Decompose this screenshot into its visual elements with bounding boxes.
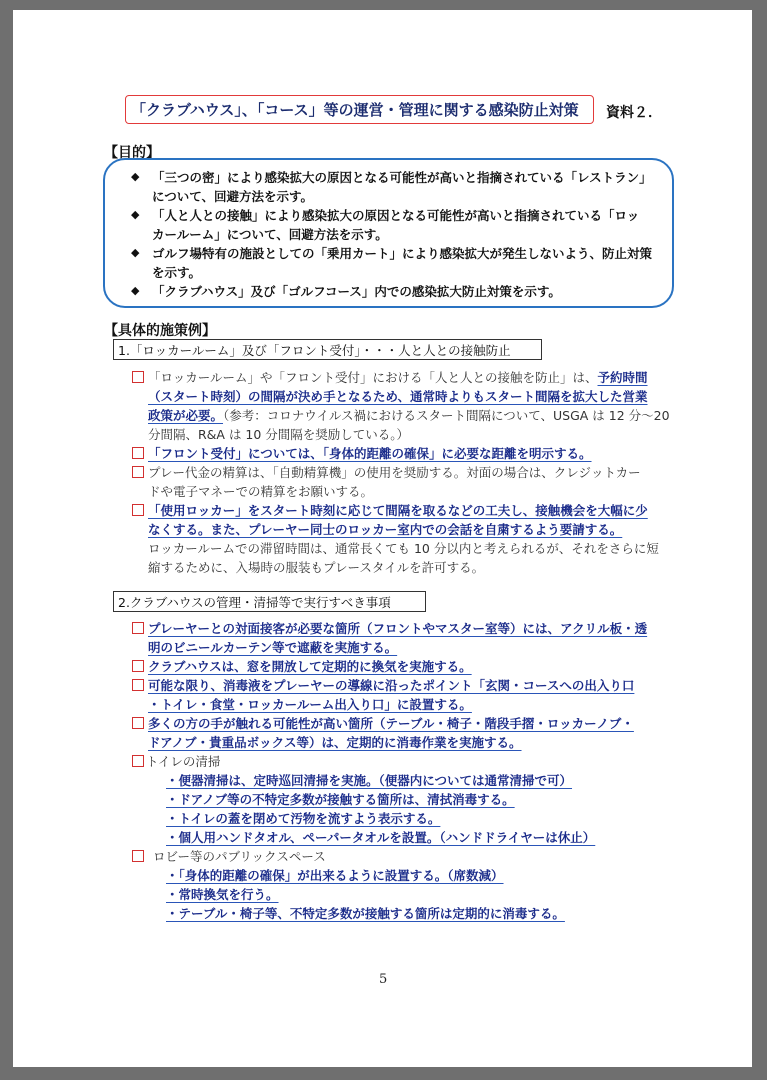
item-line: 分間隔、R&A は 10 分間隔を奨励している。） (148, 427, 410, 442)
purpose-line: を示す。 (152, 265, 202, 280)
bullet-diamond-icon: ◆ (131, 246, 140, 259)
checkbox-icon (132, 679, 144, 691)
checkbox-icon (132, 466, 144, 478)
bullet-diamond-icon: ◆ (131, 170, 140, 183)
item-line: ロビー等のパブリックスペース (153, 849, 326, 864)
page-number: 5 (379, 972, 388, 987)
document-title: 「クラブハウス」、「コース」等の運営・管理に関する感染防止対策 (131, 101, 579, 119)
document-page (13, 10, 752, 1067)
material-label: 資料２． (606, 105, 662, 121)
section1-heading: 1.「ロッカールーム」及び「フロント受付」・・・人と人との接触防止 (118, 343, 511, 358)
item-line: ロッカールームでの滞留時間は、通常長くても 10 分以内と考えられるが、それをさらに短 (148, 541, 659, 556)
checkbox-icon (132, 371, 144, 383)
item-line: ドや電子マネーでの精算をお願いする。 (148, 484, 374, 499)
item-line: ドアノブ・貴重品ボックス等）は、定期的に消毒作業を実施する。 (148, 735, 522, 750)
purpose-heading: 【目的】 (104, 145, 160, 161)
item-line: なくする。また、プレーヤー同士のロッカー室内での会話を自粛するよう要請する。 (148, 522, 623, 537)
examples-heading: 【具体的施策例】 (104, 323, 216, 339)
item-line: ・便器清掃は、定時巡回清掃を実施。（便器内については通常清掃で可） (166, 773, 573, 788)
item-line: ・トイレ・食堂・ロッカールーム出入り口」に設置する。 (148, 697, 472, 712)
item-line: クラブハウスは、窓を開放して定期的に換気を実施する。 (148, 659, 472, 674)
item-line: ・トイレの蓋を閉めて汚物を流すよう表示する。 (166, 811, 441, 826)
item-line: ・常時換気を行う。 (166, 887, 279, 902)
item-line: 政策が必要。（参考：コロナウイルス禍におけるスタート間隔について、USGA は 12 分～20 (148, 408, 670, 423)
purpose-line: 「人と人との接触」により感染拡大の原因となる可能性が高いと指摘されている「ロッ (152, 208, 640, 223)
purpose-line: カールーム」について、回避方法を示す。 (152, 227, 388, 242)
item-line: ・テーブル・椅子等、不特定多数が接触する箇所は定期的に消毒する。 (166, 906, 565, 921)
checkbox-icon (132, 850, 144, 862)
item-line: 多くの方の手が触れる可能性が高い箇所（テーブル・椅子・階段手摺・ロッカーノブ・ (148, 716, 634, 731)
item-line: ・個人用ハンドタオル、ペーパータオルを設置。（ハンドドライヤーは休止） (166, 830, 596, 845)
purpose-line: について、回避方法を示す。 (152, 189, 314, 204)
checkbox-icon (132, 447, 144, 459)
item-line: （スタート時刻）の間隔が決め手となるため、通常時よりもスタート間隔を拡大した営業 (148, 389, 648, 404)
item-line: 「フロント受付」については、「身体的距離の確保」に必要な距離を明示する。 (148, 446, 592, 461)
purpose-line: 「クラブハウス」及び「ゴルフコース」内での感染拡大防止対策を示す。 (152, 284, 561, 299)
checkbox-icon (132, 717, 144, 729)
bullet-diamond-icon: ◆ (131, 208, 140, 221)
checkbox-icon (132, 622, 144, 634)
purpose-line: ゴルフ場特有の施設としての「乗用カート」により感染拡大が発生しないよう、防止対策 (152, 246, 653, 261)
item-line: 「ロッカールーム」や「フロント受付」における「人と人との接触を防止」は、予約時間 (148, 370, 648, 385)
item-line: 縮するために、入場時の服装もプレースタイルを許可する。 (148, 560, 485, 575)
item-line: ・「身体的距離の確保」が出来るように設置する。（席数減） (166, 868, 504, 883)
item-line: 明のビニールカーテン等で遮蔽を実施する。 (148, 640, 398, 655)
item-line: 可能な限り、消毒液をプレーヤーの導線に沿ったポイント「玄関・コースへの出入り口 (148, 678, 635, 693)
bullet-diamond-icon: ◆ (131, 284, 140, 297)
item-line: プレーヤーとの対面接客が必要な箇所（フロントやマスター室等）には、アクリル板・透 (148, 621, 648, 636)
checkbox-icon (132, 660, 144, 672)
checkbox-icon (132, 755, 144, 767)
purpose-line: 「三つの密」により感染拡大の原因となる可能性が高いと指摘されている「レストラン」 (152, 170, 652, 185)
section2-heading: 2.クラブハウスの管理・清掃等で実行すべき事項 (118, 595, 391, 610)
item-line: 「使用ロッカー」をスタート時刻に応じて間隔を取るなどの工夫し、接触機会を大幅に少 (148, 503, 648, 518)
item-line: プレー代金の精算は、「自動精算機」の使用を奨励する。対面の場合は、クレジットカー (148, 465, 641, 480)
item-line: ・ドアノブ等の不特定多数が接触する箇所は、清拭消毒する。 (166, 792, 515, 807)
checkbox-icon (132, 504, 144, 516)
item-line: トイレの清掃 (146, 754, 221, 769)
